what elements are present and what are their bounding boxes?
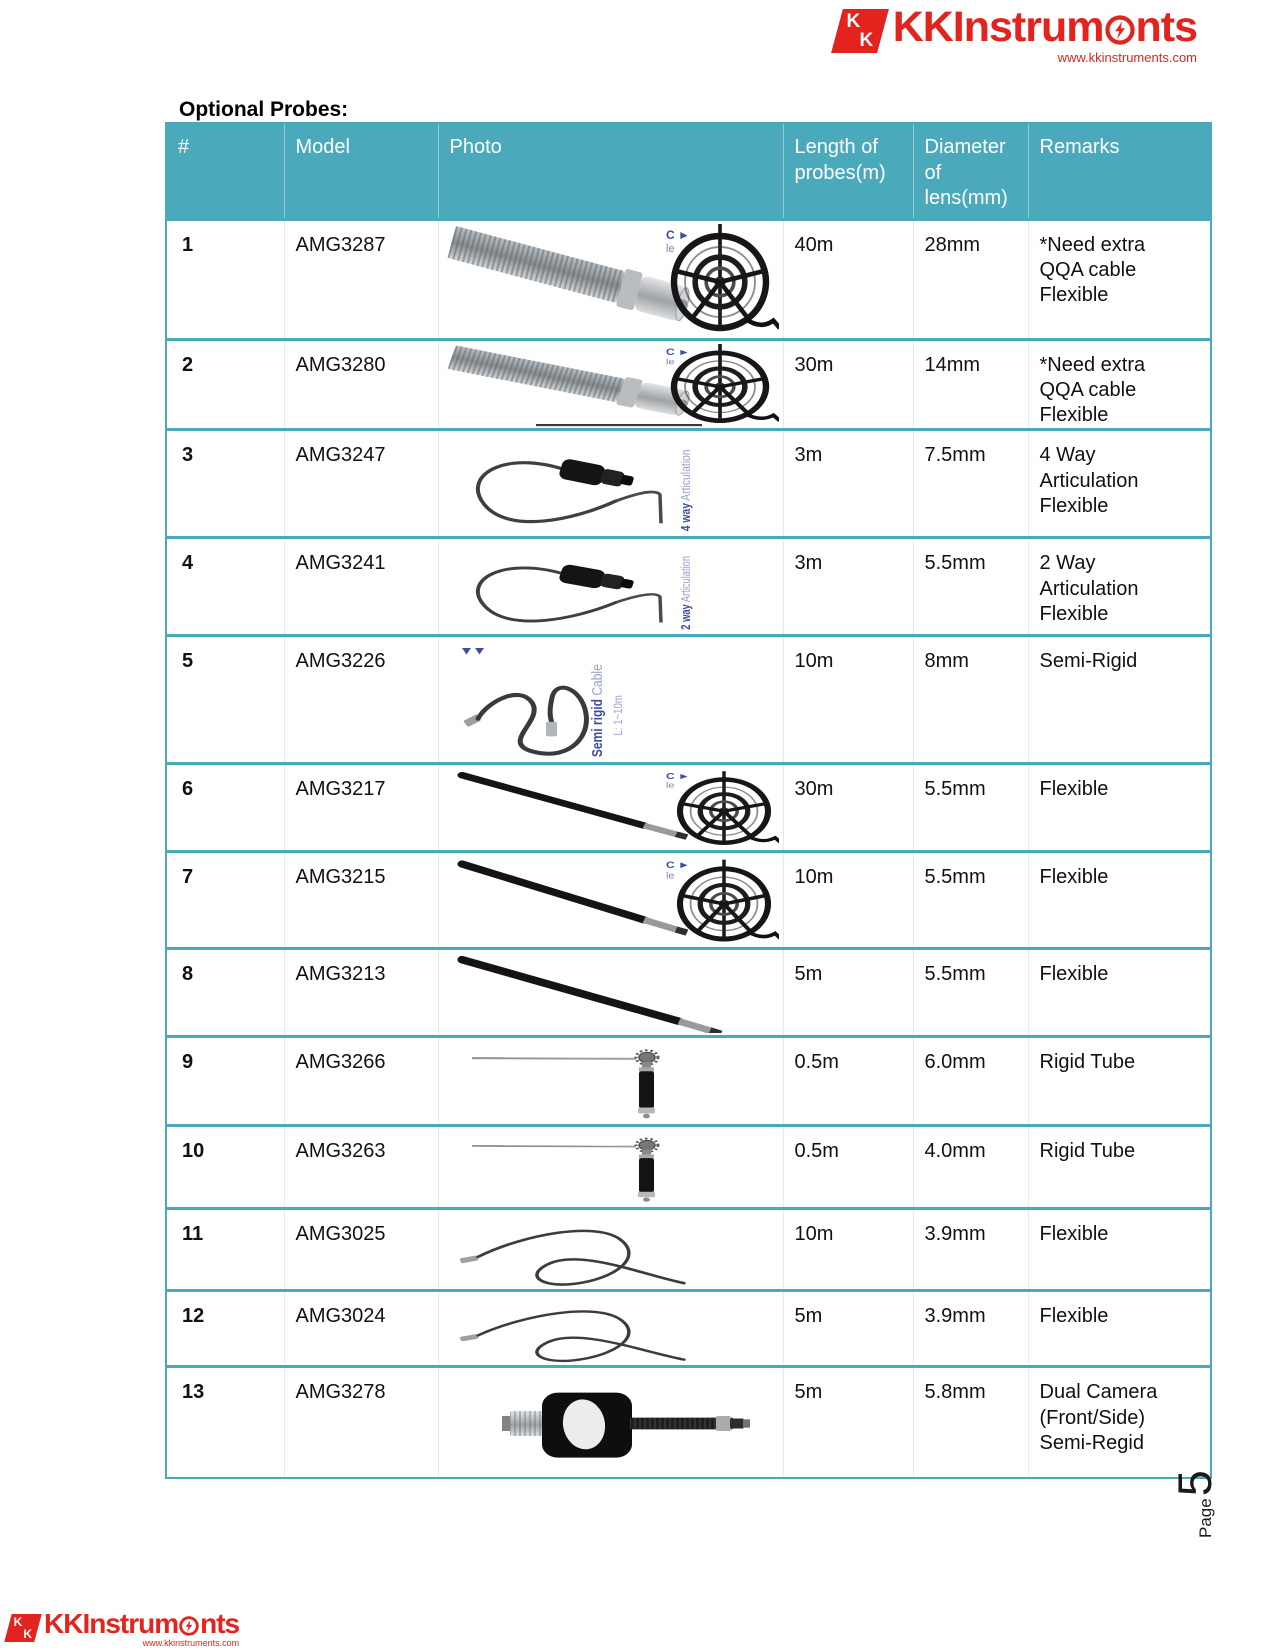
- remarks-cell: [1028, 852, 1211, 949]
- logo-url: www.kkinstruments.com: [142, 1638, 240, 1648]
- svg-text:C ►: C ►: [665, 347, 690, 358]
- photo-cell: [438, 1037, 783, 1126]
- column-header-5: Remarks: [1028, 123, 1211, 219]
- diameter-cell: 3.9mm: [913, 1291, 1028, 1367]
- svg-text:C ►: C ►: [665, 860, 690, 871]
- remarks-line: *Need extra: [1039, 233, 1146, 256]
- table-row: [166, 1126, 1211, 1209]
- remarks-cell: [1028, 1291, 1211, 1367]
- length-cell: 10m: [783, 636, 913, 764]
- svg-text:4 way Articulation: 4 way Articulation: [678, 449, 693, 532]
- table-row: [166, 764, 1211, 852]
- lightning-o-icon: [1105, 15, 1135, 45]
- logo-url: www.kkinstruments.com: [1057, 50, 1197, 65]
- column-header-0: #: [166, 123, 284, 219]
- length-cell: 3m: [783, 430, 913, 538]
- remarks-line: QQA cable: [1039, 378, 1137, 401]
- photo-flexible-rod-probe-with-reel: [444, 768, 779, 850]
- table-row: [166, 1209, 1211, 1291]
- length-cell: 5m: [783, 949, 913, 1037]
- remarks-line: Dual Camera: [1039, 1381, 1158, 1404]
- remarks-line: Rigid Tube: [1039, 1140, 1136, 1163]
- brand-text-post: nts: [200, 1608, 240, 1639]
- length-cell: 10m: [783, 1209, 913, 1291]
- row-number-cell: 9: [166, 1037, 284, 1126]
- row-number-cell: 2: [166, 339, 284, 430]
- table-row: [166, 339, 1211, 430]
- column-header-3: Length of probes(m): [783, 123, 913, 219]
- badge-letter: K: [859, 30, 874, 51]
- kk-badge-icon: [831, 9, 889, 53]
- section-title: Optional Probes:: [179, 98, 349, 121]
- photo-flexible-coil-probe-with-reel: [444, 344, 779, 428]
- model-cell: AMG3025: [284, 1209, 438, 1291]
- row-number-cell: 8: [166, 949, 284, 1037]
- row-number-cell: 10: [166, 1126, 284, 1209]
- remarks-line: Flexible: [1039, 494, 1109, 517]
- remarks-line: Flexible: [1039, 284, 1109, 307]
- brand-text-pre: KKInstrum: [892, 3, 1104, 51]
- photo-flexible-coil-probe-with-reel: [444, 224, 779, 338]
- photo-semi-rigid-cable-coil: [444, 640, 779, 762]
- row-number-cell: 11: [166, 1209, 284, 1291]
- remarks-line: Flexible: [1039, 1223, 1109, 1246]
- diameter-cell: 8mm: [913, 636, 1028, 764]
- remarks-cell: [1028, 1126, 1211, 1209]
- column-header-4: Diameter of lens(mm): [913, 123, 1028, 219]
- page-number-label: Page: [1196, 1498, 1215, 1538]
- svg-text:le: le: [665, 871, 675, 882]
- header-logo: [837, 3, 1197, 65]
- badge-letter: K: [23, 1627, 33, 1641]
- remarks-cell: [1028, 764, 1211, 852]
- row-number-cell: 5: [166, 636, 284, 764]
- remarks-cell: [1028, 1037, 1211, 1126]
- photo-rigid-tube-probe: [444, 1041, 779, 1124]
- remarks-line: Flexible: [1039, 1305, 1109, 1328]
- badge-letter: K: [846, 11, 860, 32]
- page-number: [1167, 1470, 1222, 1538]
- diameter-cell: 5.5mm: [913, 949, 1028, 1037]
- row-number-cell: 7: [166, 852, 284, 949]
- photo-cell: [438, 1126, 783, 1209]
- length-cell: 5m: [783, 1367, 913, 1478]
- length-cell: 0.5m: [783, 1037, 913, 1126]
- diameter-cell: 6.0mm: [913, 1037, 1028, 1126]
- diameter-cell: 14mm: [913, 339, 1028, 430]
- model-cell: AMG3287: [284, 219, 438, 339]
- photo-cell: [438, 1367, 783, 1478]
- row-number-cell: 4: [166, 538, 284, 636]
- model-cell: AMG3241: [284, 538, 438, 636]
- model-cell: AMG3024: [284, 1291, 438, 1367]
- row-number-cell: 1: [166, 219, 284, 339]
- remarks-line: Flexible: [1039, 602, 1109, 625]
- table-row: [166, 852, 1211, 949]
- photo-flexible-rod-probe: [444, 953, 779, 1033]
- photo-thin-wire-loop-probe: [444, 1213, 779, 1289]
- photo-cell: [438, 852, 783, 949]
- model-cell: AMG3247: [284, 430, 438, 538]
- length-cell: 5m: [783, 1291, 913, 1367]
- remarks-line: Flexible: [1039, 963, 1109, 986]
- table-row: [166, 430, 1211, 538]
- diameter-cell: 5.8mm: [913, 1367, 1028, 1478]
- brand-text-post: nts: [1135, 3, 1197, 51]
- remarks-line: Flexible: [1039, 866, 1109, 889]
- photo-cell: [438, 538, 783, 636]
- svg-text:Semi rigid Cable: Semi rigid Cable: [588, 664, 605, 758]
- table-row: [166, 538, 1211, 636]
- remarks-line: Semi-Rigid: [1039, 650, 1138, 673]
- svg-text:le: le: [665, 242, 675, 255]
- table-row: [166, 636, 1211, 764]
- remarks-cell: [1028, 949, 1211, 1037]
- badge-letter: K: [13, 1615, 23, 1629]
- model-cell: AMG3226: [284, 636, 438, 764]
- kk-badge-icon: [4, 1614, 42, 1642]
- photo-cell: [438, 219, 783, 339]
- row-number-cell: 6: [166, 764, 284, 852]
- photo-cell: [438, 430, 783, 538]
- diameter-cell: 5.5mm: [913, 538, 1028, 636]
- footer-logo: [8, 1610, 239, 1648]
- page-number-value: 5: [1168, 1470, 1221, 1497]
- photo-cell: [438, 949, 783, 1037]
- row-number-cell: 13: [166, 1367, 284, 1478]
- photo-rigid-tube-probe: [444, 1130, 779, 1207]
- length-cell: 10m: [783, 852, 913, 949]
- remarks-line: Semi-Regid: [1039, 1431, 1144, 1454]
- remarks-cell: [1028, 1367, 1211, 1478]
- length-cell: 3m: [783, 538, 913, 636]
- table-row: [166, 1367, 1211, 1478]
- lightning-o-icon: [179, 1616, 199, 1636]
- model-cell: AMG3280: [284, 339, 438, 430]
- svg-text:C ►: C ►: [665, 227, 690, 242]
- photo-cell: [438, 339, 783, 430]
- probes-table: [165, 122, 1212, 1479]
- table-row: [166, 1037, 1211, 1126]
- column-header-1: Model: [284, 123, 438, 219]
- diameter-cell: 4.0mm: [913, 1126, 1028, 1209]
- length-cell: 40m: [783, 219, 913, 339]
- remarks-cell: [1028, 636, 1211, 764]
- remarks-line: 2 Way: [1039, 552, 1096, 575]
- remarks-line: 4 Way: [1039, 444, 1096, 467]
- photo-cell: [438, 1291, 783, 1367]
- remarks-line: Flexible: [1039, 778, 1109, 801]
- model-cell: AMG3213: [284, 949, 438, 1037]
- remarks-cell: [1028, 1209, 1211, 1291]
- remarks-line: (Front/Side): [1039, 1406, 1146, 1429]
- length-cell: 0.5m: [783, 1126, 913, 1209]
- svg-text:2 way Articulation: 2 way Articulation: [679, 556, 693, 631]
- model-cell: AMG3278: [284, 1367, 438, 1478]
- diameter-cell: 7.5mm: [913, 430, 1028, 538]
- remarks-line: QQA cable: [1039, 258, 1137, 281]
- brand-wordmark: [892, 3, 1197, 51]
- remarks-line: Articulation: [1039, 469, 1139, 492]
- table-row: [166, 1291, 1211, 1367]
- table-header-row: [166, 123, 1211, 219]
- photo-cell: [438, 764, 783, 852]
- diameter-cell: 28mm: [913, 219, 1028, 339]
- remarks-cell: [1028, 430, 1211, 538]
- photo-cell: [438, 636, 783, 764]
- brand-text-pre: KKInstrum: [44, 1608, 179, 1639]
- length-cell: 30m: [783, 339, 913, 430]
- remarks-line: *Need extra: [1039, 353, 1146, 376]
- svg-text:le: le: [665, 357, 675, 367]
- remarks-line: Articulation: [1039, 577, 1139, 600]
- photo-flexible-rod-probe-with-reel: [444, 856, 779, 947]
- model-cell: AMG3263: [284, 1126, 438, 1209]
- diameter-cell: 5.5mm: [913, 852, 1028, 949]
- table-row: [166, 219, 1211, 339]
- photo-cell: [438, 1209, 783, 1291]
- length-cell: 30m: [783, 764, 913, 852]
- remarks-line: Rigid Tube: [1039, 1051, 1136, 1074]
- photo-articulating-probe-loop: [444, 542, 779, 634]
- photo-thin-wire-loop-probe: [444, 1295, 779, 1365]
- model-cell: AMG3217: [284, 764, 438, 852]
- column-header-2: Photo: [438, 123, 783, 219]
- model-cell: AMG3266: [284, 1037, 438, 1126]
- row-number-cell: 12: [166, 1291, 284, 1367]
- remarks-cell: [1028, 219, 1211, 339]
- svg-text:L: 1~10m: L: 1~10m: [611, 695, 625, 736]
- diameter-cell: 5.5mm: [913, 764, 1028, 852]
- remarks-line: Flexible: [1039, 404, 1109, 427]
- photo-dual-camera-probe: [444, 1371, 779, 1476]
- svg-text:le: le: [665, 781, 675, 791]
- photo-articulating-probe-loop: [444, 434, 779, 536]
- remarks-cell: [1028, 538, 1211, 636]
- row-number-cell: 3: [166, 430, 284, 538]
- table-row: [166, 949, 1211, 1037]
- diameter-cell: 3.9mm: [913, 1209, 1028, 1291]
- model-cell: AMG3215: [284, 852, 438, 949]
- brand-wordmark: [44, 1610, 239, 1638]
- svg-text:C ►: C ►: [665, 772, 690, 782]
- remarks-cell: [1028, 339, 1211, 430]
